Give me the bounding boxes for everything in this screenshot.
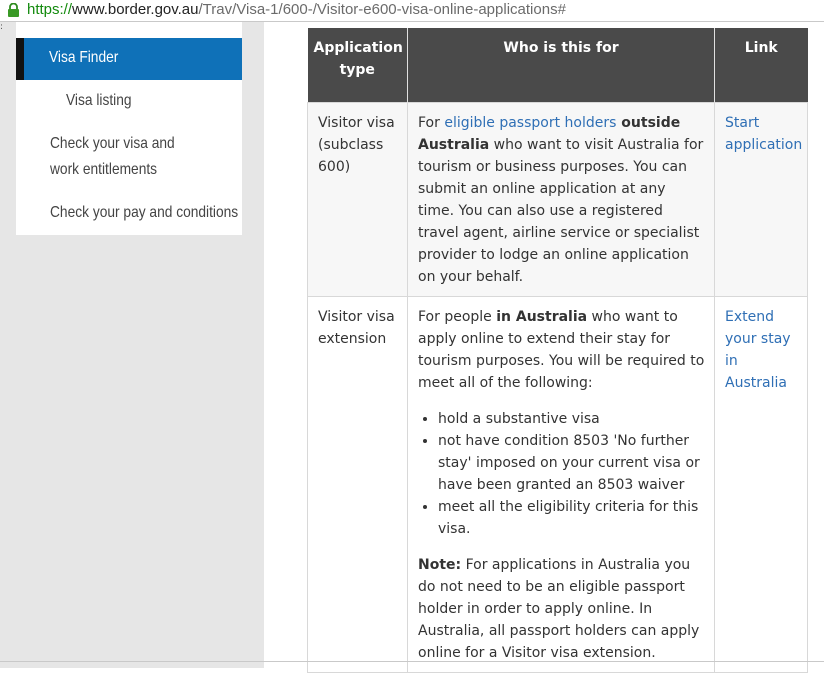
url-path: /Trav/Visa-1/600-/Visitor-e600-visa-online-applications# <box>198 1 566 18</box>
header-link: Link <box>715 28 808 102</box>
table-header-row <box>308 28 808 102</box>
list-item: • meet all the eligibility criteria for this visa. <box>438 496 705 540</box>
note-text: For applications in Australia you do not need to be an eligible passport holder in order to apply online. In Australia, all passport holders can apply online for a Visitor visa extension. <box>418 556 700 661</box>
who-paragraph <box>418 306 705 394</box>
who-text-bold: in Australia <box>496 308 588 325</box>
cell-who <box>408 296 715 672</box>
who-text-post: who want to visit Australia for tourism or business purposes. You can submit an online application at any time. You can also use a registered travel agent, airline service or specialist provider to lodge an online application on your behalf. <box>418 136 704 285</box>
table-row <box>308 296 808 672</box>
sidebar-item-label: Visa Finder <box>49 49 119 66</box>
window-bottom-border <box>0 661 824 662</box>
sidebar-item-visa-listing[interactable]: Visa listing <box>66 92 132 109</box>
requirements-list <box>418 408 705 540</box>
extend-stay-link[interactable]: Extend your stay in Australia <box>725 308 791 391</box>
who-text-pre: For people <box>418 308 497 325</box>
address-bar[interactable] <box>0 0 824 22</box>
who-text-post: who want to apply online to extend their stay for tourism purposes. You will be required to meet all of the following: <box>418 308 705 391</box>
cell-type: Visitor visa extension <box>308 296 408 672</box>
url-host: www.border.gov.au <box>72 1 199 18</box>
who-text-pre: For <box>418 114 445 131</box>
cell-link <box>715 102 808 296</box>
applications-table <box>307 28 808 673</box>
note-label: Note: <box>418 556 462 573</box>
sidebar-item-check-pay[interactable]: Check your pay and conditions <box>50 204 239 221</box>
eligible-passport-holders-link[interactable]: eligible passport holders <box>444 114 617 131</box>
list-item: • not have condition 8503 'No further stay' imposed on your current visa or have been granted an 8503 waiver <box>438 430 705 496</box>
sidebar-item-visa-finder[interactable] <box>16 38 242 80</box>
cell-type: Visitor visa (subclass 600) <box>308 102 408 296</box>
list-item: • hold a substantive visa <box>438 408 705 430</box>
header-application-type: Application type <box>308 28 408 102</box>
who-text-bold: outside Australia <box>418 114 681 153</box>
start-application-link[interactable]: Start application <box>725 114 803 153</box>
url-scheme: https:// <box>27 1 73 18</box>
note-paragraph <box>418 554 705 664</box>
header-who: Who is this for <box>408 28 715 102</box>
sidebar-item-check-visa-work[interactable]: Check your visa and work entitlements <box>50 135 175 178</box>
lock-icon <box>7 3 20 17</box>
edge-marker: : <box>0 22 4 32</box>
url-text[interactable] <box>27 0 566 20</box>
table-row <box>308 102 808 296</box>
cell-who <box>408 102 715 296</box>
cell-link <box>715 296 808 672</box>
